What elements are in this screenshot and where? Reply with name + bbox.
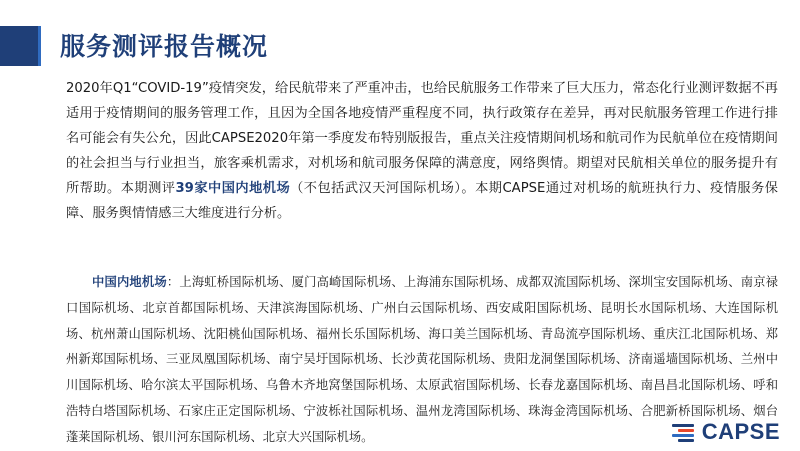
capse-logo [672, 420, 780, 444]
airports-label: 中国内地机场 [92, 275, 167, 289]
intro-paragraph [66, 76, 778, 226]
airports-separator: ： [166, 275, 180, 289]
page-title: 服务测评报告概况 [60, 32, 269, 61]
capse-stripes-icon [672, 421, 698, 443]
logo-wordmark: CAPSE [701, 419, 780, 444]
intro-text-after: （不包括武汉天河国际机场）。本期CAPSE通过对机场的航班执行力、疫情服务保障、服务舆情情感三大维度进行分析。 [66, 181, 778, 221]
title-accent-bar [0, 26, 38, 66]
airports-list-text: 上海虹桥国际机场、厦门高崎国际机场、上海浦东国际机场、成都双流国际机场、深圳宝安国际机场、南京禄口国际机场、北京首都国际机场、天津滨海国际机场、广州白云国际机场、西安咸阳国际机场、昆明长水国际机场、大连国际机场、杭州萧山国际机场、沈阳桃仙国际机场、福州长乐国际机场、海口美兰国际机场、青岛流亭国际机场、重庆江北国际机场、郑州新郑国际机场、三亚凤凰国际机场、南宁吴圩国际机场、长沙黄花国际机场、贵阳龙洞堡国际机场、济南遥墙国际机场、兰州中川国际机场、哈尔滨太平国际机场、乌鲁木齐地窝堡国际机场、太原武宿国际机场、长春龙嘉国际机场、南昌昌北国际机场、呼和浩特白塔国际机场、石家庄正定国际机场、宁波栎社国际机场、温州龙湾国际机场、珠海金湾国际机场、合肥新桥国际机场、烟台蓬莱国际机场、银川河东国际机场、北京大兴国际机场。 [66, 275, 778, 444]
intro-text-before: 2020年Q1“COVID-19”疫情突发，给民航带来了严重冲击，也给民航服务工作带来了巨大压力，常态化行业测评数据不再适用于疫情期间的服务管理工作，且因为全国各地疫情严重程度不同，执行政策存在差异，再对民航服务管理工作进行排名可能会有失公允，因此CAPSE2020年第一季度发布特别版报告，重点关注疫情期间机场和航司作为民航单位在疫情期间的社会担当与行业担当，旅客乘机需求，对机场和航司服务保障的满意度，网络舆情。期望对民航相关单位的服务提升有所帮助。本期测评 [66, 81, 778, 196]
intro-bold-count: 39家中国内地机场 [175, 181, 291, 196]
intro-section [66, 76, 778, 226]
